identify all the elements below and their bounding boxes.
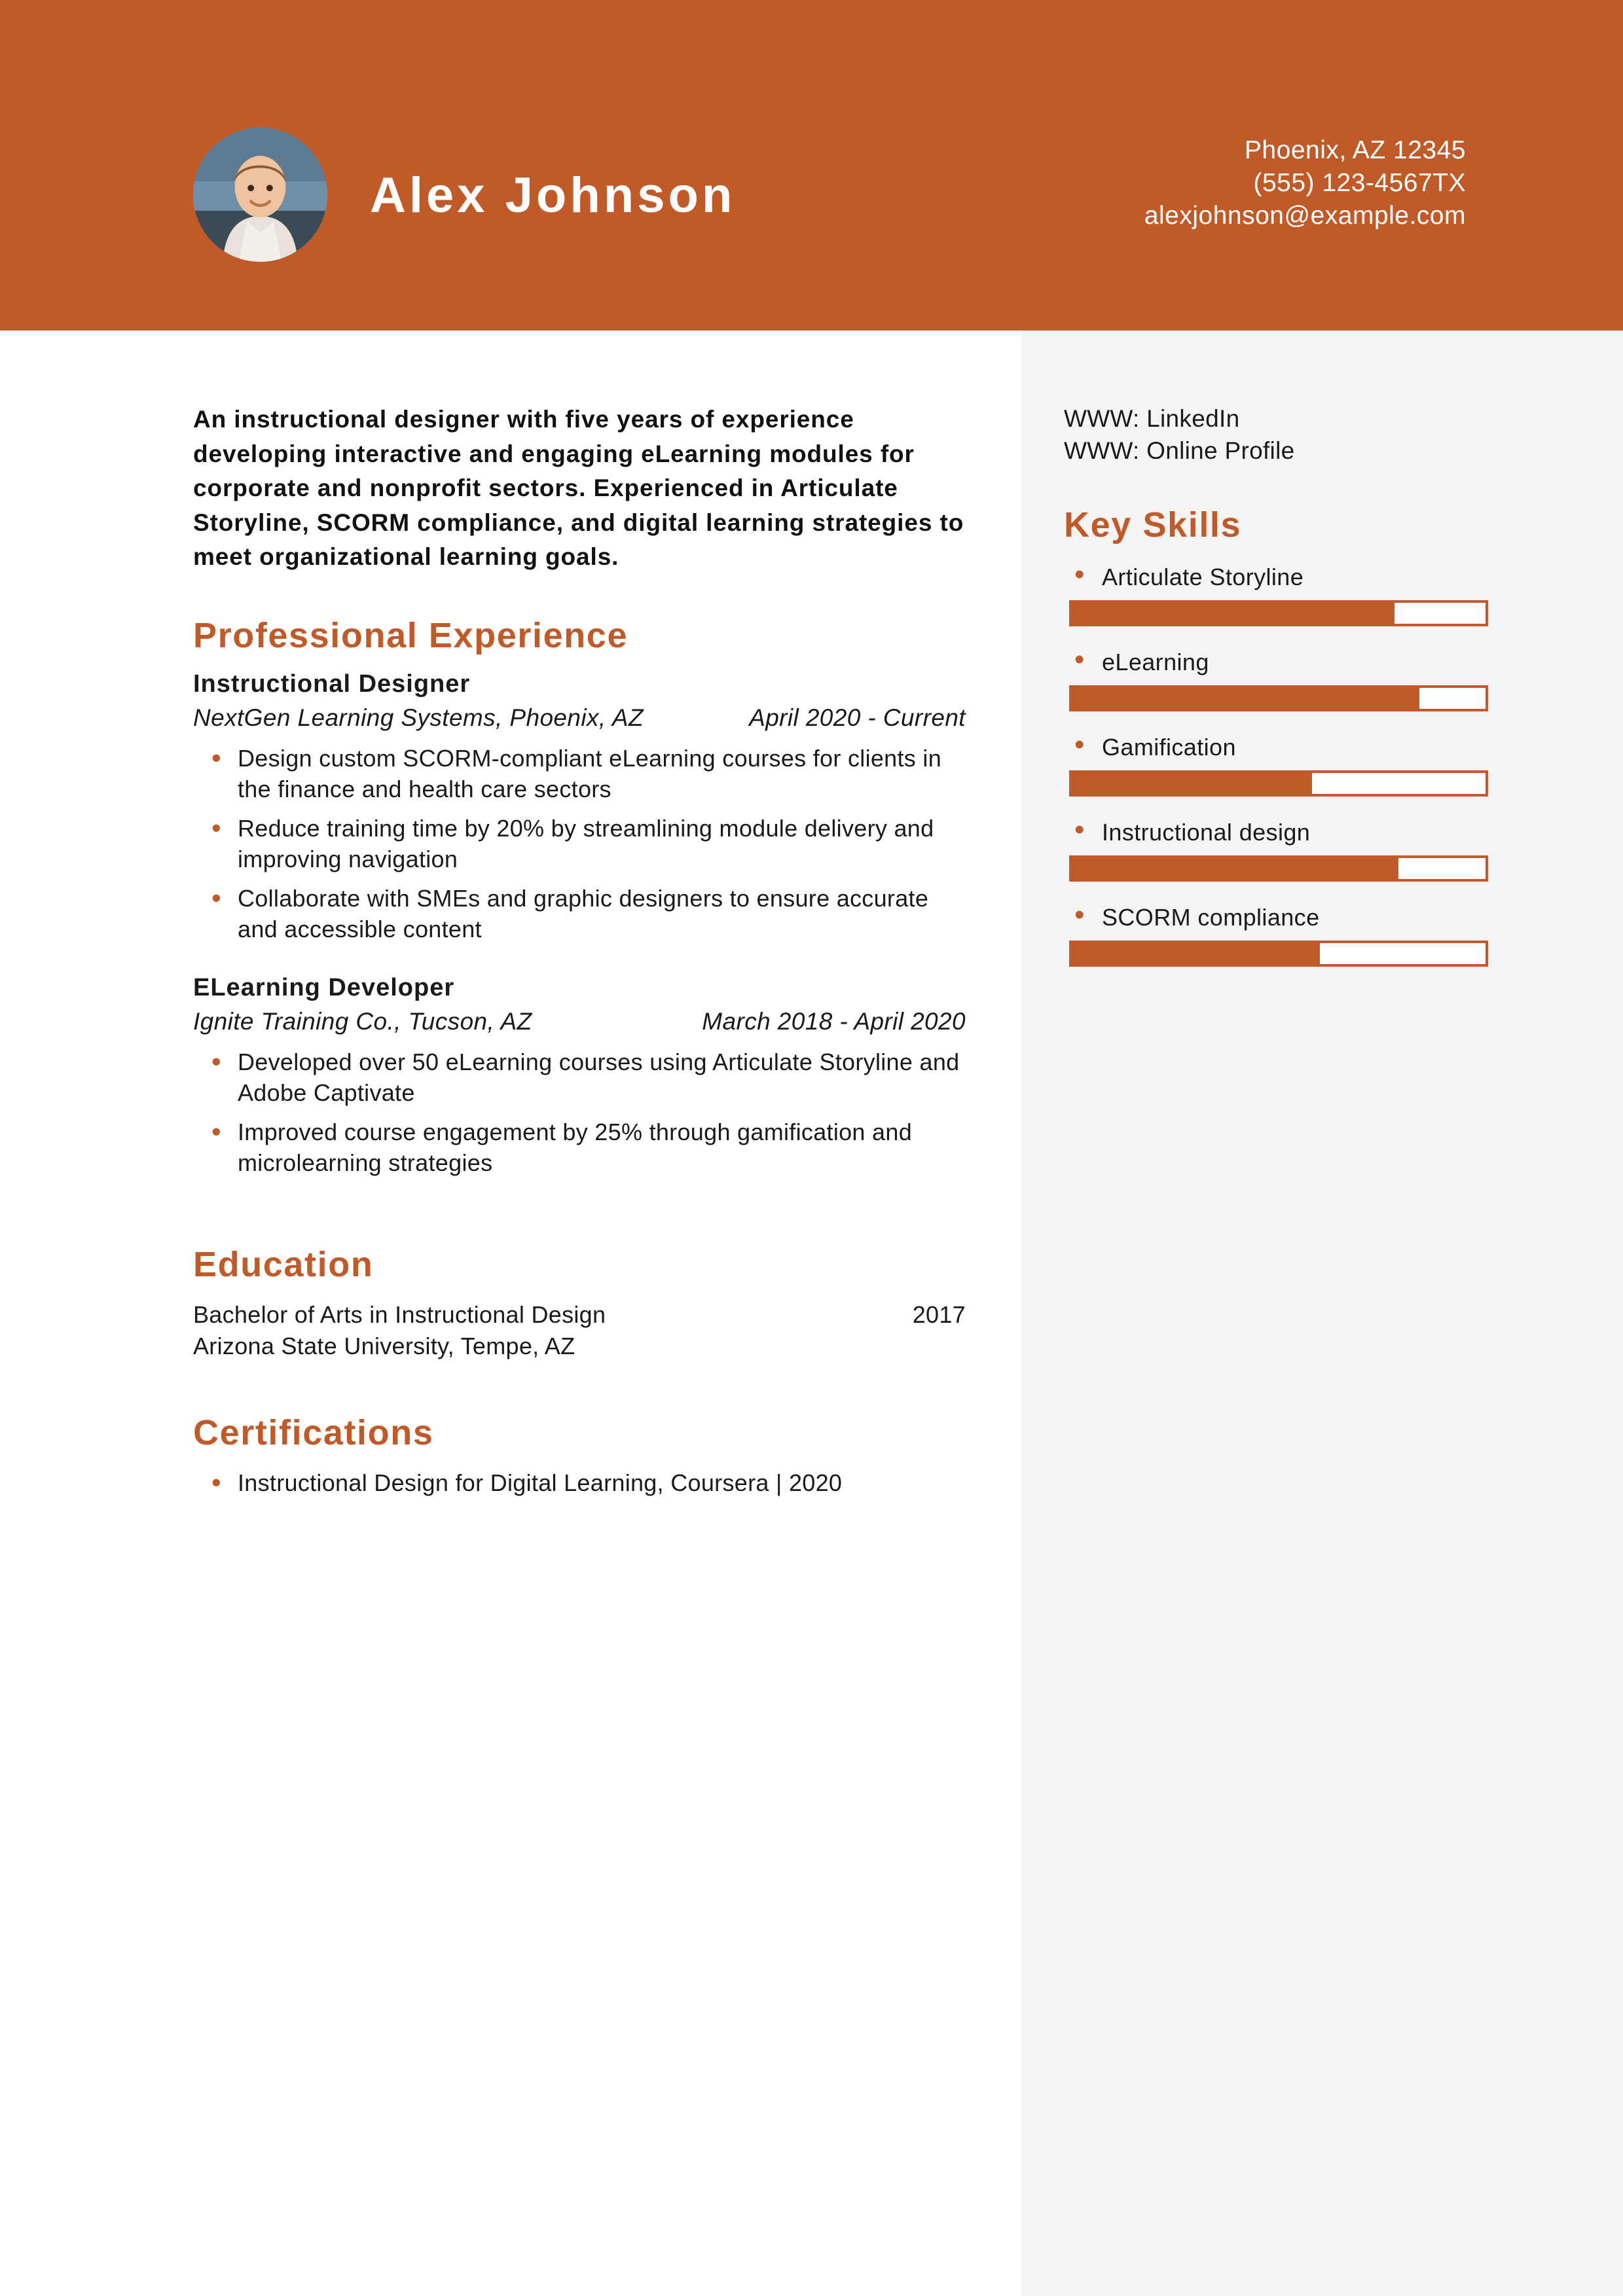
job-bullets — [193, 1047, 966, 1179]
experience-item — [193, 974, 966, 1179]
job-role: Instructional Designer — [193, 670, 471, 698]
job-meta — [193, 1006, 966, 1037]
candidate-name: Alex Johnson — [370, 168, 736, 223]
contact-phone: (555) 123-4567TX — [1253, 168, 1466, 197]
contact-block — [1144, 134, 1466, 232]
section-title-key-skills: Key Skills — [1064, 505, 1242, 545]
education-item — [193, 1299, 966, 1331]
job-role: ELearning Developer — [193, 973, 455, 1001]
resume-body — [0, 331, 1623, 2296]
skill-label: • SCORM compliance — [1064, 904, 1535, 931]
skill-bar — [1069, 855, 1488, 882]
skill-bar-fill — [1072, 858, 1398, 879]
certification-list — [193, 1467, 966, 1499]
person-photo-icon — [193, 128, 327, 262]
education-year: 2017 — [912, 1301, 966, 1328]
list-item: • Collaborate with SMEs and graphic designers to ensure accurate and accessible content — [193, 883, 966, 945]
sidebar-link-online-profile[interactable]: WWW: Online Profile — [1064, 437, 1295, 465]
list-item: • Reduce training time by 20% by streamlining module delivery and improving navigation — [193, 813, 966, 875]
main-column — [193, 403, 966, 1528]
skill-bar — [1069, 770, 1488, 797]
spacer — [193, 1208, 966, 1244]
experience-item — [193, 670, 966, 945]
contact-location: Phoenix, AZ 12345 — [1244, 136, 1466, 164]
sidebar-column — [1064, 403, 1535, 989]
list-item: • Developed over 50 eLearning courses using Articulate Storyline and Adobe Captivate — [193, 1047, 966, 1109]
skill-bar-fill — [1072, 943, 1320, 964]
skill-label: • eLearning — [1064, 649, 1535, 676]
skill-bar-fill — [1072, 603, 1395, 624]
contact-email: alexjohnson@example.com — [1144, 201, 1466, 230]
resume-header — [0, 0, 1623, 331]
section-title-education: Education — [193, 1245, 374, 1284]
list-item: • Instructional Design for Digital Learning, Coursera | 2020 — [193, 1467, 966, 1499]
skill-item — [1064, 564, 1535, 626]
summary-text: An instructional designer with five years of experience developing interactive and engaging eLearning modules for corporate and nonprofit sectors. Experienced in Articulate Storyline, SCORM compliance, and digital learning strategies to meet organizational learning goals. — [193, 406, 964, 571]
skill-bar-fill — [1072, 688, 1419, 709]
job-company: NextGen Learning Systems, Phoenix, AZ — [193, 704, 644, 731]
avatar — [193, 128, 327, 262]
job-meta — [193, 702, 966, 734]
job-dates: April 2020 - Current — [749, 704, 966, 731]
job-bullets — [193, 743, 966, 945]
list-item: • Design custom SCORM-compliant eLearning courses for clients in the finance and health care sectors — [193, 743, 966, 805]
section-title-experience: Professional Experience — [193, 615, 629, 655]
sidebar-link-linkedin[interactable]: WWW: LinkedIn — [1064, 405, 1240, 432]
spacer — [193, 1361, 966, 1412]
section-title-certifications: Certifications — [193, 1413, 434, 1453]
skill-item — [1064, 649, 1535, 711]
list-item: • Improved course engagement by 25% through gamification and microlearning strategies — [193, 1117, 966, 1179]
job-company: Ignite Training Co., Tucson, AZ — [193, 1007, 532, 1035]
skill-bar — [1069, 600, 1488, 626]
skill-item — [1064, 819, 1535, 882]
skill-item — [1064, 904, 1535, 967]
skill-item — [1064, 734, 1535, 797]
job-dates: March 2018 - April 2020 — [702, 1007, 966, 1035]
skill-bar — [1069, 685, 1488, 711]
skill-bar-fill — [1072, 773, 1312, 794]
education-school: Arizona State University, Tempe, AZ — [193, 1332, 575, 1359]
skill-label: • Instructional design — [1064, 819, 1535, 846]
skill-bar — [1069, 941, 1488, 967]
skill-label: • Articulate Storyline — [1064, 564, 1535, 591]
skill-label: • Gamification — [1064, 734, 1535, 761]
education-degree: Bachelor of Arts in Instructional Design — [193, 1301, 606, 1328]
